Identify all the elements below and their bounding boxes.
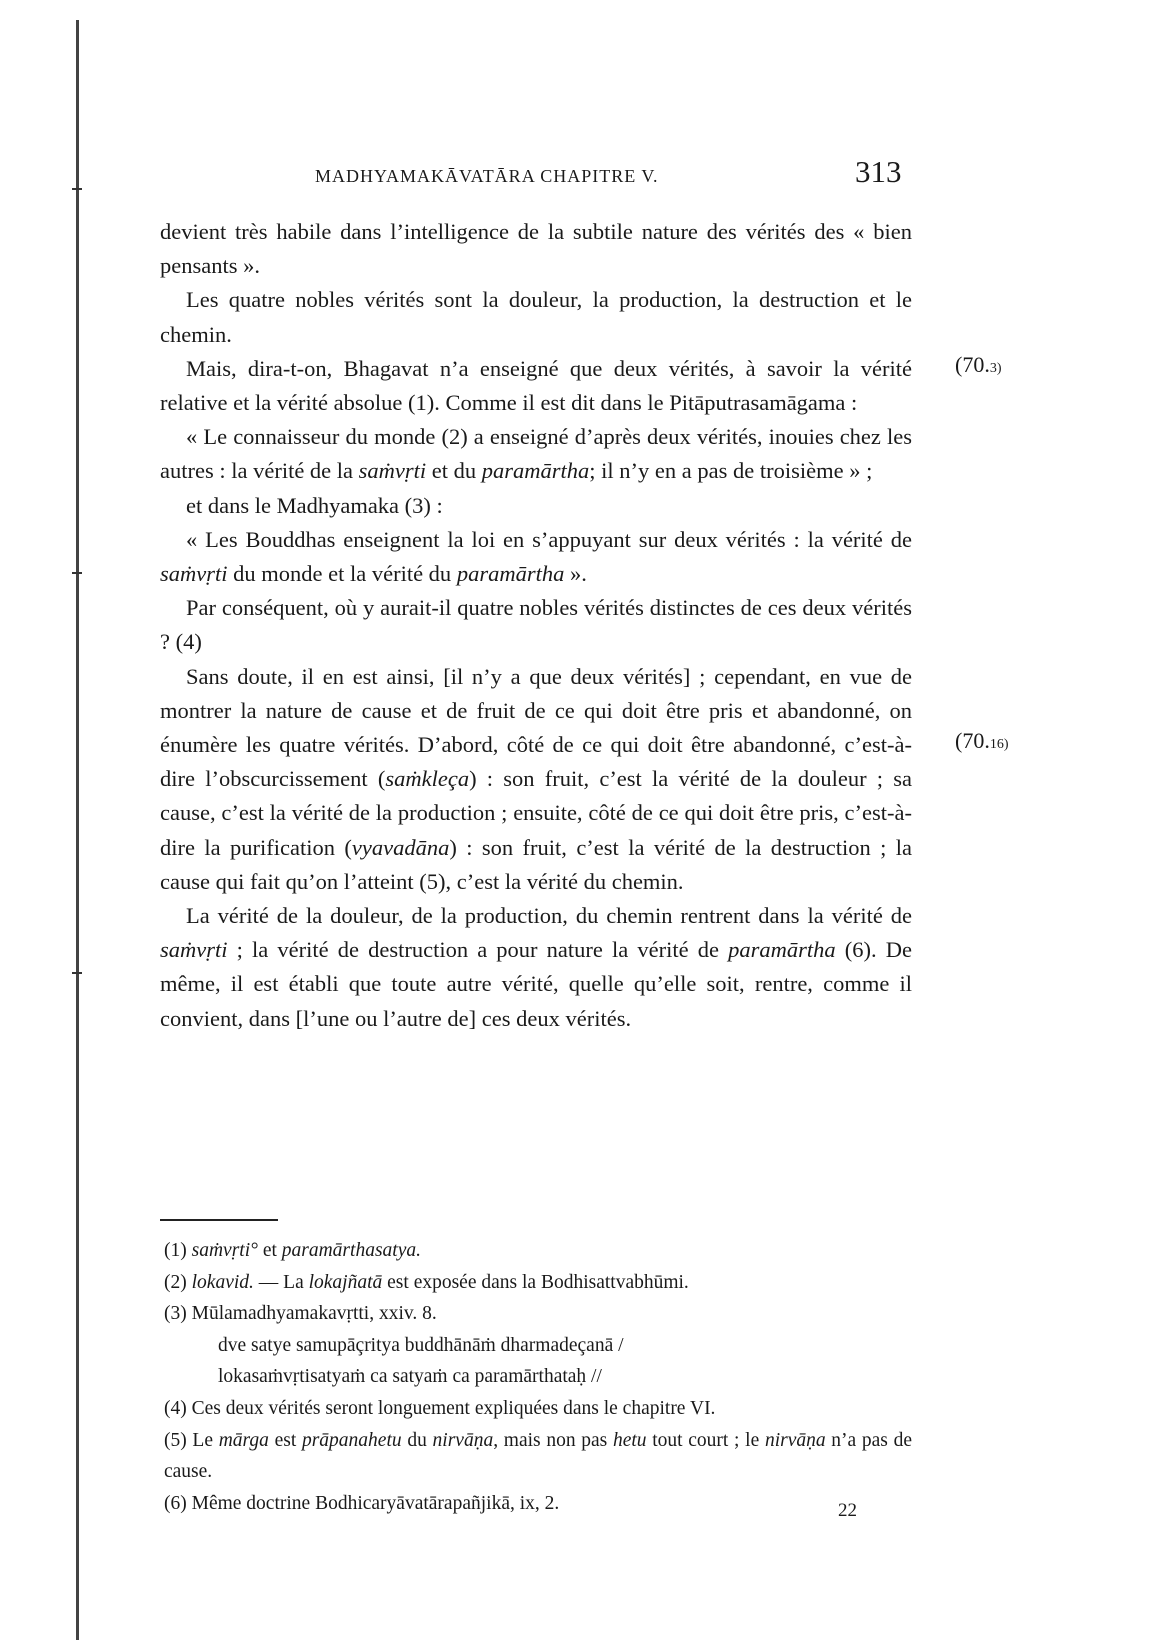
main-text [160,215,912,1036]
paragraph: Les quatre nobles vérités sont la douleur, la production, la destruction et le chemin. [160,287,912,347]
footnote-3-verse-line: dve satye samupāçritya buddhānāṁ dharmadeçanā / [218,1334,624,1356]
paragraph: et dans le Madhyamaka (3) : [186,492,443,518]
footnote-4: (4) Ces deux vérités seront longuement expliquées dans le chapitre VI. [164,1397,716,1419]
paragraph: Sans doute, il en est ainsi, [il n’y a que deux vérités] ; cependant, en vue de montrer la nature de cause et de fruit de ce qui doit être pris et abandonné, on énumère les quatre vérités. D’abord, côté de ce qui doit être abandonné, c’est-à-dire l’obscurcissement (saṁkleça) : son fruit, c’est la vérité de la douleur ; sa cause, c’est la vérité de la production ; ensuite, côté de ce qui doit être pris, c’est-à-dire la purification (vyavadāna) : son fruit, c’est la vérité de la destruction ; la cause qui fait qu’on l’atteint (5), c’est la vérité du chemin. [160,663,912,894]
footnote-2: (2) lokavid. — La lokajñatā est exposée dans la Bodhisattvabhūmi. [164,1271,689,1293]
paragraph: Mais, dira-t-on, Bhagavat n’a enseigné que deux vérités, à savoir la vérité relative et la vérité absolue (1). Comme il est dit dans le Pitāputrasamāgama : [160,355,912,416]
footnote-6: (6) Même doctrine Bodhicaryāvatārapañjikā, ix, 2. [164,1492,560,1514]
footnote-rule [160,1219,278,1221]
footnote-3-verse-line: lokasaṁvṛtisatyaṁ ca satyaṁ ca paramārthataḥ // [218,1366,602,1388]
quotation: « Le connaisseur du monde (2) a enseigné d’après deux vérités, inouies chez les autres : la vérité de la saṁvṛti et du paramārtha; il n’y en a pas de troisième » ; [160,424,912,484]
footnote-5: (5) Le mārga est prāpanahetu du nirvāṇa, mais non pas hetu tout court ; le nirvāṇa n’a pas de cause. [164,1429,912,1483]
footnotes [160,1235,912,1519]
page-binding-edge [76,20,79,1640]
paragraph: La vérité de la douleur, de la production, du chemin rentrent dans la vérité de saṁvṛti ; la vérité de destruction a pour nature la vérité de paramārtha (6). De même, il est établi que toute autre vérité, quelle qu’elle soit, rentre, comme il convient, dans [l’une ou l’autre de] ces deux vérités. [160,903,912,1031]
quotation: « Les Bouddhas enseignent la loi en s’appuyant sur deux vérités : la vérité de saṁvṛti du monde et la vérité du paramārtha ». [160,526,912,587]
margin-reference-70-16: (70.16) [955,728,1009,753]
signature-mark: 22 [838,1500,857,1521]
paragraph: Par conséquent, où y aurait-il quatre nobles vérités distinctes de ces deux vérités ? (4) [160,595,912,655]
page-edge-mark [72,572,82,574]
running-title: MADHYAMAKĀVATĀRA CHAPITRE V. [315,166,659,186]
page-edge-mark [72,972,82,974]
footnote-3: (3) Mūlamadhyamakavṛtti, xxiv. 8. [164,1303,437,1325]
margin-reference-70-3: (70.3) [955,352,1002,377]
footnote-1: (1) saṁvṛti° et paramārthasatya. [164,1240,421,1261]
paragraph: devient très habile dans l’intelligence de la subtile nature des vérités des « bien pensants ». [160,219,912,279]
page-edge-mark [72,188,82,190]
page-number: 313 [855,154,902,189]
